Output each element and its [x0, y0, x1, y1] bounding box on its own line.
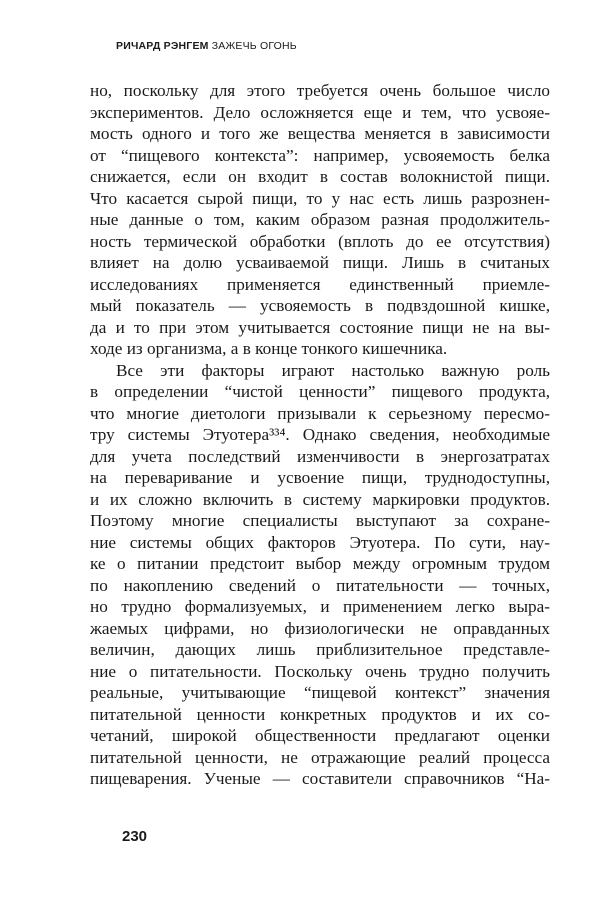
running-head — [116, 40, 297, 52]
paragraph-first-line: Все эти факторы играют настолько важную роль — [116, 360, 550, 380]
text-line: ние о питательности. Поскольку очень трудно получить — [90, 661, 550, 681]
text-line: в определении “чистой ценности” пищевого продукта, — [90, 382, 550, 401]
text-line: что многие диетологи призывали к серьезному пересмо- — [90, 403, 550, 423]
text-line: Поэтому многие специалисты выступают за сохране- — [90, 511, 550, 530]
running-head-book-title: ЗАЖЕЧЬ ОГОНЬ — [211, 40, 297, 52]
text-line: но, поскольку для этого требуется очень большое число — [90, 81, 550, 100]
text-line: ность термической обработки (вплоть до ее отсутствия) — [90, 231, 550, 251]
text-line: на переваривание и усвоение пищи, труднодоступны, — [90, 468, 550, 487]
text-line: для учета последствий изменчивости в энергозатратах — [90, 446, 550, 466]
text-line: жаемых цифрами, но физиологически не оправданных — [90, 618, 550, 638]
text-line: ходе из организма, а в конце тонкого кишечника. — [90, 339, 448, 358]
text-line: Что касается сырой пищи, то у нас есть лишь разрознен- — [90, 188, 550, 208]
text-line: ные данные о том, каким образом разная продолжитель- — [90, 210, 550, 229]
text-line: снижается, если он входит в состав волокнистой пищи. — [90, 167, 550, 186]
text-line: питательной ценности конкретных продуктов и их со- — [90, 704, 550, 724]
text-line: но трудно формализуемых, и применением легко выра- — [90, 597, 550, 616]
text-line: мый показатель — усвояемость в подвздошной кишке, — [90, 296, 550, 315]
text-line: питательной ценности, не отражающие реалий процесса — [90, 747, 550, 767]
text-line: тру системы Этуотера³³⁴. Однако сведения, необходимые — [90, 425, 550, 444]
text-line: по накоплению сведений о питательности — точных, — [90, 575, 550, 595]
text-line: ке о питании предстоит выбор между огромным трудом — [90, 554, 550, 573]
text-line: четаний, широкой общественности предлагают оценки — [90, 726, 550, 745]
text-line: да и то при этом учитывается состояние пищи не на вы- — [90, 317, 550, 337]
body-text — [90, 80, 550, 790]
page-number: 230 — [122, 828, 148, 845]
text-line: от “пищевого контекста”: например, усвояемость белка — [90, 145, 550, 165]
text-line: влияет на долю усваиваемой пищи. Лишь в считаных — [90, 253, 550, 272]
text-line: экспериментов. Дело осложняется еще и тем, что усвояе- — [90, 102, 550, 122]
running-head-author: РИЧАРД РЭНГЕМ — [116, 40, 209, 52]
text-line: пищеварения. Ученые — составители справочников “На- — [90, 769, 550, 788]
text-line: реальные, учитывающие “пищевой контекст” значения — [90, 683, 550, 702]
text-line: мость одного и того же вещества меняется в зависимости — [90, 124, 550, 143]
text-line: ние системы общих факторов Этуотера. По сути, нау- — [90, 532, 550, 552]
text-line: величин, дающих лишь приблизительное представле- — [90, 640, 550, 659]
text-line: исследованиях применяется единственный приемле- — [90, 274, 550, 294]
text-line: и их сложно включить в систему маркировки продуктов. — [90, 489, 550, 509]
